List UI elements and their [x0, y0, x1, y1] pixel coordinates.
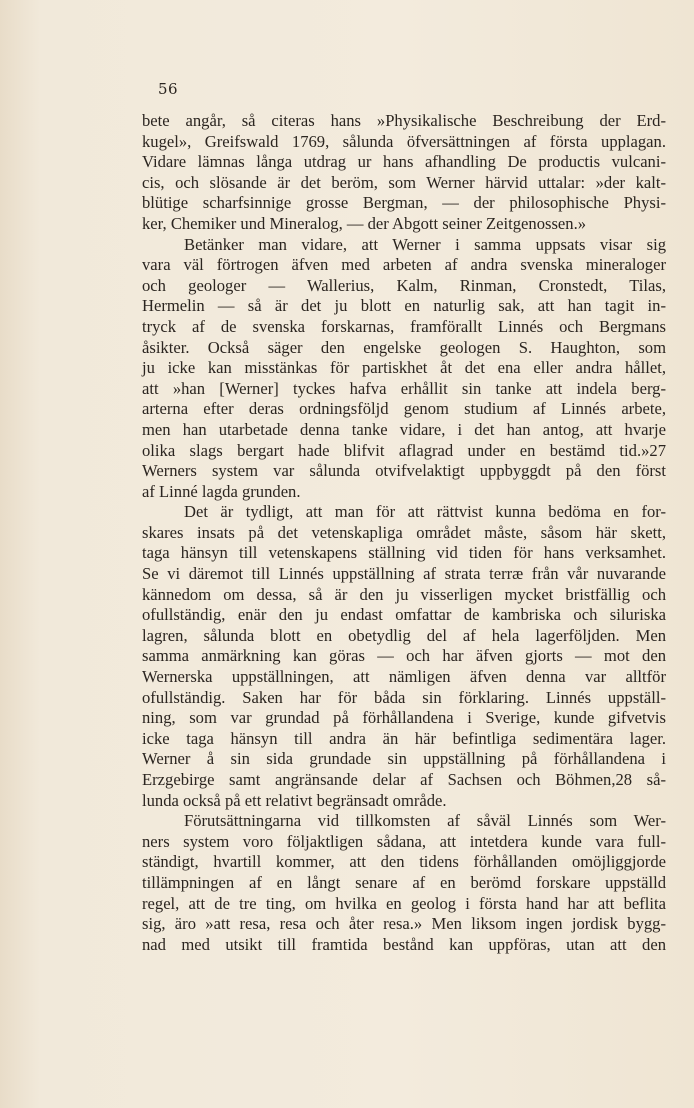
text-line: bete angår, så citeras hans »Physikalische Beschreibung der Erd-: [142, 111, 666, 130]
text-line: åsikter. Också säger den engelske geologen S. Haughton, som: [142, 337, 666, 357]
text-line: ker, Chemiker und Mineralog, — der Abgott seiner Zeitgenossen.»: [142, 213, 587, 233]
text-line: Se vi däremot till Linnés uppställning af strata terræ från vår nuvarande: [142, 564, 666, 584]
text-line: arterna efter deras ordningsföljd genom studium af Linnés arbete,: [142, 399, 666, 419]
text-line: Werners system var sålunda otvifvelaktigt uppbyggdt på den först: [142, 461, 666, 481]
text-line: ning, som var grundad på förhållandena i Sverige, kunde gifvetvis: [142, 708, 666, 728]
text-line: men han utarbetade denna tanke vidare, i det han antog, att hvarje: [142, 419, 666, 439]
text-line: Wernerska uppställningen, att nämligen äfven denna var alltför: [142, 667, 666, 687]
text-line: Werner å sin sida grundade sin uppställning på förhållandena i: [142, 749, 666, 769]
text-line: lunda också på ett relativt begränsadt område.: [142, 790, 447, 810]
text-line: Hermelin — så är det ju blott en naturlig sak, att han tagit in-: [142, 296, 666, 316]
paragraph-start-line: Betänker man vidare, att Werner i samma uppsats visar sig: [184, 234, 666, 254]
text-line: sig, äro »att resa, resa och åter resa.» Men liksom ingen jordisk bygg-: [142, 914, 666, 934]
text-line: blütige scharfsinnige grosse Bergman, — der philosophische Physi-: [142, 193, 666, 213]
text-line: kugel», Greifswald 1769, sålunda öfversättningen af första upplagan.: [142, 131, 666, 151]
text-line: ofullständig, enär den ju endast omfattar de kambriska och siluriska: [142, 605, 666, 625]
text-line: tryck af de svenska forskarnas, framförallt Linnés och Bergmans: [142, 316, 666, 336]
text-line: ofullständig. Saken har för båda sin förklaring. Linnés uppställ-: [142, 687, 666, 707]
page-number: 56: [158, 80, 179, 98]
text-line: regel, att de tre ting, om hvilka en geolog i första hand har att beflita: [142, 893, 666, 913]
text-line: nad med utsikt till framtida bestånd kan uppföras, utan att den: [142, 934, 666, 954]
body-text: [142, 111, 666, 955]
text-line: ju icke kan misstänkas för partiskhet åt det ena eller andra hållet,: [142, 358, 666, 378]
text-line: ners system voro följaktligen sådana, att intetdera kunde vara full-: [142, 831, 666, 851]
text-line: af Linné lagda grunden.: [142, 481, 301, 501]
text-line: vara väl förtrogen äfven med arbeten af andra svenska mineraloger: [142, 255, 666, 275]
text-line: Erzgebirge samt angränsande delar af Sachsen och Böhmen,28 så-: [142, 770, 666, 789]
paragraph-start-line: Det är tydligt, att man för att rättvist kunna bedöma en for-: [184, 502, 666, 522]
text-line: kännedom om dessa, så är den ju visserligen mycket bristfällig och: [142, 584, 666, 604]
text-line: att »han [Werner] tyckes hafva erhållit sin tanke att indela berg-: [142, 378, 666, 398]
text-line: lagren, sålunda blott en obetydlig del af hela lagerföljden. Men: [142, 625, 666, 645]
text-line: icke taga hänsyn till andra än här befintliga sedimentära lager.: [142, 728, 666, 748]
text-line: olika slags bergart hade blifvit aflagrad under en bestämd tid.»27: [142, 440, 666, 460]
text-line: cis, och slösande är det beröm, som Werner härvid uttalar: »der kalt-: [142, 172, 666, 192]
text-line: skares insats på det vetenskapliga området måste, såsom här skett,: [142, 522, 666, 542]
text-line: ständigt, hvartill kommer, att den tidens förhållanden omöjliggjorde: [142, 852, 666, 872]
paragraph-start-line: Förutsättningarna vid tillkomsten af såväl Linnés som Wer-: [184, 811, 666, 831]
text-line: taga hänsyn till vetenskapens ställning vid tiden för hans verksamhet.: [142, 543, 666, 563]
text-line: Vidare lämnas långa utdrag ur hans afhandling De productis vulcani-: [142, 152, 666, 172]
text-line: och geologer — Wallerius, Kalm, Rinman, Cronstedt, Tilas,: [142, 275, 666, 295]
text-line: samma anmärkning kan göras — och har äfven gjorts — mot den: [142, 646, 666, 666]
text-line: tillämpningen af en långt senare af en berömd forskare uppställd: [142, 872, 666, 892]
